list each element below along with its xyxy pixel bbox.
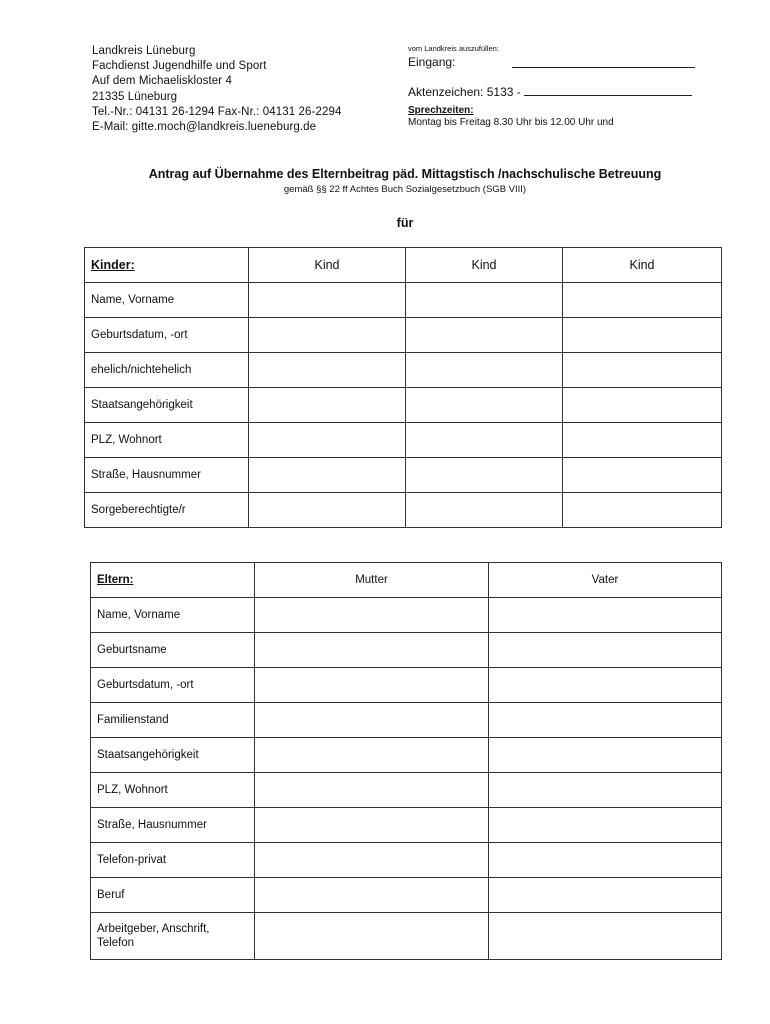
input-cell[interactable]	[563, 318, 722, 353]
form-for-label: für	[396, 216, 414, 230]
sender-line-department: Fachdienst Jugendhilfe und Sport	[92, 60, 267, 73]
kinder-table	[84, 247, 722, 528]
table-row	[91, 773, 722, 808]
input-cell[interactable]	[563, 353, 722, 388]
input-cell[interactable]	[406, 283, 563, 318]
sender-line-phone: Tel.-Nr.: 04131 26-1294 Fax-Nr.: 04131 26-2294	[92, 105, 342, 118]
row-label: Beruf	[91, 878, 255, 913]
aktenzeichen-row	[408, 85, 708, 99]
table-row	[85, 458, 722, 493]
input-cell[interactable]	[563, 458, 722, 493]
row-label: Geburtsdatum, -ort	[85, 318, 249, 353]
row-label: Arbeitgeber, Anschrift, Telefon	[91, 913, 255, 960]
table-row	[91, 668, 722, 703]
input-cell[interactable]	[563, 388, 722, 423]
input-cell[interactable]	[255, 598, 489, 633]
row-label: PLZ, Wohnort	[91, 773, 255, 808]
eingang-label: Eingang:	[408, 55, 456, 69]
input-cell[interactable]	[255, 703, 489, 738]
row-label: Telefon-privat	[91, 843, 255, 878]
input-cell[interactable]	[489, 878, 722, 913]
table-row	[85, 353, 722, 388]
sender-line-street: Auf dem Michaeliskloster 4	[92, 75, 233, 88]
input-cell[interactable]	[249, 283, 406, 318]
table-row	[91, 843, 722, 878]
table-row	[91, 703, 722, 738]
input-cell[interactable]	[249, 423, 406, 458]
form-subtitle: gemäß §§ 22 ff Achtes Buch Sozialgesetzbuch (SGB VIII)	[283, 184, 527, 195]
form-title: Antrag auf Übernahme des Elternbeitrag päd. Mittagstisch /nachschulische Betreuung	[148, 167, 662, 181]
input-cell[interactable]	[255, 878, 489, 913]
input-cell[interactable]	[563, 493, 722, 528]
input-cell[interactable]	[489, 633, 722, 668]
input-cell[interactable]	[489, 808, 722, 843]
input-cell[interactable]	[489, 738, 722, 773]
input-cell[interactable]	[255, 668, 489, 703]
input-cell[interactable]	[255, 913, 489, 960]
aktenzeichen-field[interactable]	[524, 85, 692, 96]
input-cell[interactable]	[489, 668, 722, 703]
row-label: Straße, Hausnummer	[85, 458, 249, 493]
input-cell[interactable]	[406, 353, 563, 388]
sender-line-office: Landkreis Lüneburg	[92, 45, 196, 57]
table-row	[91, 738, 722, 773]
input-cell[interactable]	[249, 493, 406, 528]
eingang-row	[408, 55, 708, 69]
row-label: ehelich/nichtehelich	[85, 353, 249, 388]
row-label: PLZ, Wohnort	[85, 423, 249, 458]
table-row	[85, 283, 722, 318]
input-cell[interactable]	[255, 773, 489, 808]
row-label: Staatsangehörigkeit	[91, 738, 255, 773]
sender-line-city: 21335 Lüneburg	[92, 90, 178, 103]
eltern-table	[90, 562, 722, 960]
sprechzeiten-label: Sprechzeiten:	[408, 105, 474, 116]
kinder-column-header: Kind	[249, 248, 406, 283]
table-row	[91, 633, 722, 668]
input-cell[interactable]	[563, 423, 722, 458]
eltern-section-label: Eltern:	[91, 563, 255, 598]
input-cell[interactable]	[255, 738, 489, 773]
sender-address	[92, 44, 341, 135]
input-cell[interactable]	[406, 423, 563, 458]
table-row	[85, 318, 722, 353]
eltern-column-header: Mutter	[255, 563, 489, 598]
sender-line-email: E-Mail: gitte.moch@landkreis.lueneburg.de	[92, 121, 317, 134]
input-cell[interactable]	[249, 318, 406, 353]
office-use-box	[408, 44, 708, 129]
row-label: Familienstand	[91, 703, 255, 738]
input-cell[interactable]	[563, 283, 722, 318]
table-row	[91, 913, 722, 960]
table-row	[85, 493, 722, 528]
input-cell[interactable]	[249, 388, 406, 423]
row-label: Geburtsname	[91, 633, 255, 668]
row-label: Straße, Hausnummer	[91, 808, 255, 843]
kinder-section-label: Kinder:	[85, 248, 249, 283]
row-label: Name, Vorname	[91, 598, 255, 633]
input-cell[interactable]	[489, 703, 722, 738]
eltern-header-row	[91, 563, 722, 598]
input-cell[interactable]	[406, 493, 563, 528]
table-row	[91, 808, 722, 843]
input-cell[interactable]	[249, 353, 406, 388]
input-cell[interactable]	[255, 808, 489, 843]
eltern-column-header: Vater	[489, 563, 722, 598]
office-use-note: vom Landkreis auszufüllen:	[408, 44, 499, 53]
input-cell[interactable]	[406, 458, 563, 493]
input-cell[interactable]	[406, 388, 563, 423]
table-row	[91, 878, 722, 913]
input-cell[interactable]	[249, 458, 406, 493]
table-row	[85, 388, 722, 423]
input-cell[interactable]	[406, 318, 563, 353]
input-cell[interactable]	[489, 843, 722, 878]
table-row	[91, 598, 722, 633]
eingang-field[interactable]	[512, 67, 695, 68]
kinder-column-header: Kind	[406, 248, 563, 283]
input-cell[interactable]	[255, 633, 489, 668]
kinder-header-row	[85, 248, 722, 283]
input-cell[interactable]	[489, 598, 722, 633]
table-row	[85, 423, 722, 458]
input-cell[interactable]	[489, 913, 722, 960]
aktenzeichen-label: Aktenzeichen: 5133 -	[408, 85, 521, 99]
row-label: Sorgeberechtigte/r	[85, 493, 249, 528]
kinder-column-header: Kind	[563, 248, 722, 283]
input-cell[interactable]	[255, 843, 489, 878]
sprechzeiten-hours: Montag bis Freitag 8.30 Uhr bis 12.00 Uhr und	[408, 117, 614, 128]
row-label: Name, Vorname	[85, 283, 249, 318]
input-cell[interactable]	[489, 773, 722, 808]
row-label: Staatsangehörigkeit	[85, 388, 249, 423]
row-label: Geburtsdatum, -ort	[91, 668, 255, 703]
